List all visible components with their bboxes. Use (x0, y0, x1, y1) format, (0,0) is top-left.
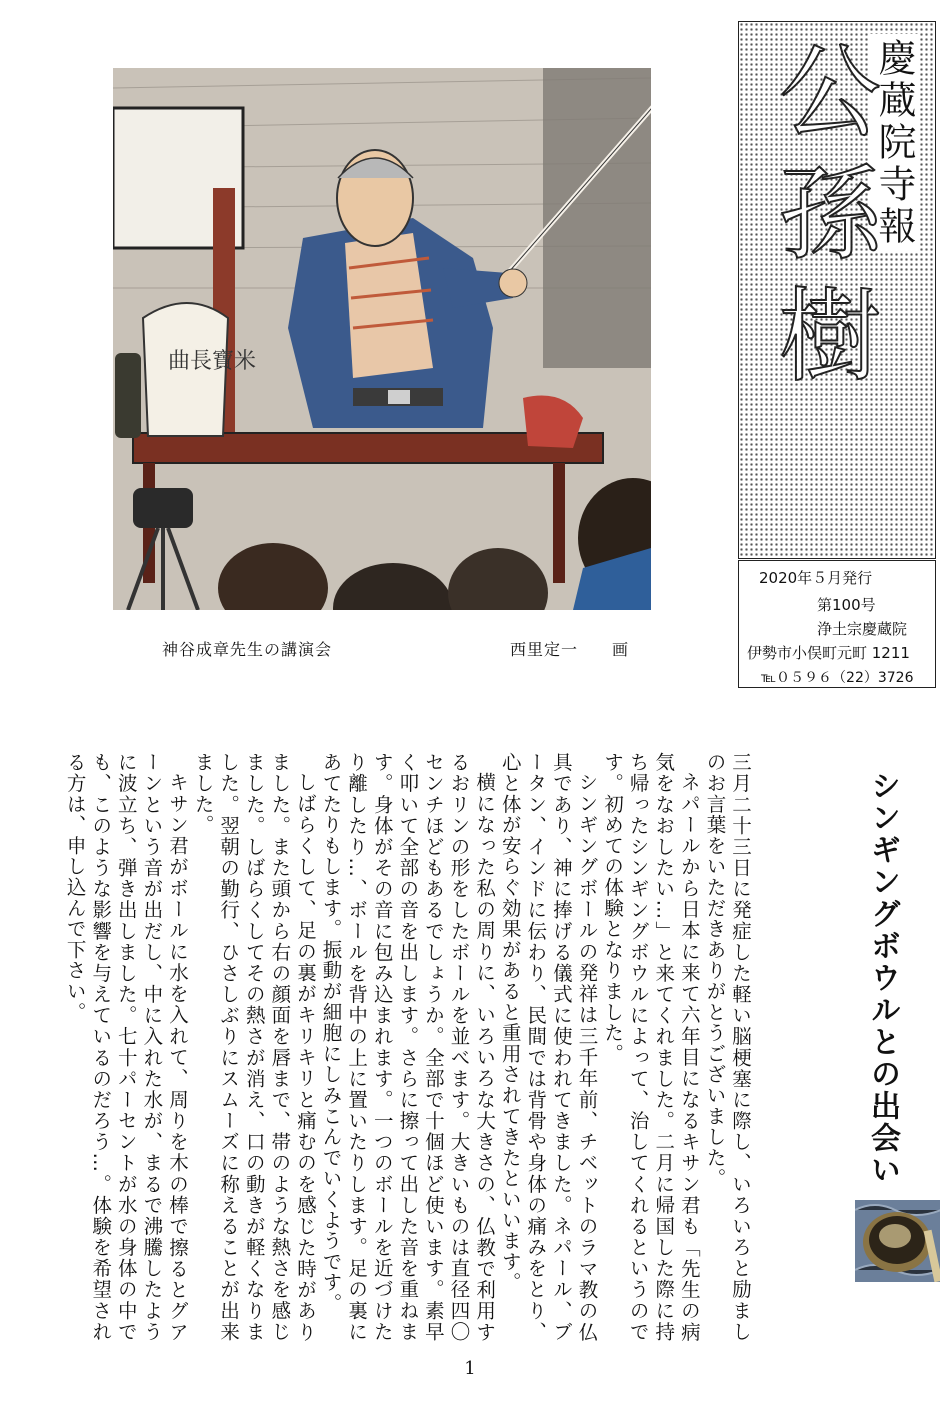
masthead-subtitle: 慶蔵院寺報 (868, 34, 918, 252)
issue-date: 2020年５月発行 (759, 569, 873, 587)
bag-label: 曲長寶米 (168, 349, 257, 374)
page-number: 1 (464, 1358, 476, 1379)
temple-name: 浄土宗慶蔵院 (817, 620, 908, 638)
article-body (62, 752, 753, 1342)
illustration-artist: 西里定一 画 (510, 640, 630, 659)
article-paragraph: シンギングボールの発祥は三千年前、チベットのラマ教の仏具であり、神に捧げる儀式に使われてきました。ネパール、ブータン、インドに伝わり、民間では背骨や身体の痛みをとり、心と体が安らぐ効果があると重用されてきたといいます。 (498, 752, 599, 1342)
singing-bowl-image (855, 1200, 940, 1282)
temple-phone: ℡０５９６（22）3726 (761, 670, 914, 686)
singing-bowl-photo (855, 1200, 940, 1282)
article-paragraph: ネパールから日本に来て六年目になるキサン君も「先生の病気をなおしたい…」と来てくれました。二月に帰国した際に持ち帰ったシンギングボウルによって、治してくれるというのです。初めての体験となりました。 (601, 752, 701, 1342)
masthead-title: 公孫樹 (762, 38, 881, 404)
article-paragraph: 三月二十三日に発症した軽い脳梗塞に際し、いろいろと励ましのお言葉をいただきありがとうございました。 (703, 752, 753, 1342)
article-paragraph: 横になった私の周りに、いろいろな大きさの、仏教で利用するおリンの形をしたボールを並べます。大きいものは直径四〇センチほどもあるでしょうか。全部で十個ほど使います。素早く叩いて全部の音を出します。さらに擦って出した音を重ねます。身体がその音に包み込まれます。一つのボールを近づけたり離したり…、ボールを背中の上に置いたりします。足の裏にあてたりもします。振動が細胞にしみこんでいくようです。 (319, 752, 497, 1342)
article-paragraph: しばらくして、足の裏がキリキリと痛むのを感じた時がありました。また頭から右の顔面を唇まで、帯のような熱さを感じました。しばらくしてその熱さが消え、口の動きが軽くなりました。翌朝の勤行、ひさしぶりにスムーズに称えることが出来ました。 (191, 752, 317, 1342)
issue-number: 第100号 (817, 596, 876, 614)
issue-info-box (738, 560, 936, 688)
lecture-drawing (113, 68, 651, 610)
lecture-illustration (113, 68, 651, 610)
article-paragraph: キサン君がボールに水を入れて、周りを木の棒で擦るとグアーンという音が出だし、中に入れた水が、まるで沸騰したように波立ち、弾き出しました。七十パーセントが水の身体の中でも、このような影響を与えているのだろう…。体験を希望される方は、申し込んで下さい。 (63, 752, 189, 1342)
temple-address: 伊勢市小俣町元町 1211 (747, 644, 910, 662)
article-heading: シンギングボウルとの出会い (865, 770, 900, 1186)
illustration-caption: 神谷成章先生の講演会 (162, 640, 333, 659)
